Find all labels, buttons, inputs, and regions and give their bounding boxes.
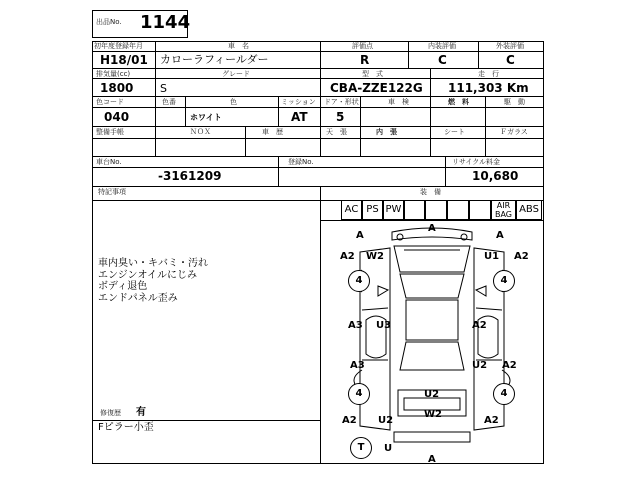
inspection-label: 車 検: [388, 98, 409, 106]
note-line: 車内臭い・キバミ・汚れ: [98, 258, 208, 269]
spare-tire: T: [350, 437, 372, 459]
registration-label: 登録No.: [288, 158, 314, 166]
dmg-front-bumper: A: [428, 223, 436, 234]
recycle-label: リサイクル料金: [452, 158, 501, 166]
dmg-rear-left: A2: [342, 415, 357, 426]
dmg-u1: U1: [484, 251, 500, 262]
inner-panel-label: 内 張: [376, 128, 397, 136]
tire-rear-right: 4: [493, 383, 515, 405]
equip-empty-2: [425, 200, 447, 220]
mission-value: AT: [291, 110, 308, 124]
color-no-label: 色番: [162, 98, 176, 106]
chassis-value: -3161209: [158, 169, 222, 183]
notes-label: 特記事項: [98, 188, 126, 196]
equip-empty-4: [469, 200, 491, 220]
dmg-rear-right: A2: [484, 415, 499, 426]
score-value: R: [360, 53, 370, 67]
dmg-rear-a: A: [428, 454, 436, 465]
dmg-door-left-a3: A3: [348, 320, 363, 331]
displacement-label: 排気量(cc): [96, 70, 131, 78]
dmg-front-w2: W2: [366, 251, 384, 262]
year-value: H18/01: [100, 53, 148, 67]
lot-number: 1144: [140, 12, 191, 33]
model-value: CBA-ZZE122G: [330, 81, 423, 95]
dmg-rear-door-right-u2: U2: [472, 360, 488, 371]
dmg-fender-right: A2: [514, 251, 529, 262]
history-label: 車 歴: [262, 128, 283, 136]
dmg-door-right-a2: A2: [472, 320, 487, 331]
tire-rear-left: 4: [348, 383, 370, 405]
fglass-label: Ｆガラス: [500, 128, 528, 136]
equip-ps: PS: [362, 200, 383, 220]
dmg-front-left: A: [356, 230, 364, 241]
mileage-value: 111,303 Km: [448, 81, 529, 95]
repair-label: 修復歴: [100, 409, 121, 417]
dmg-front-right: A: [496, 230, 504, 241]
dmg-quarter-left-a3: A3: [350, 360, 365, 371]
dmg-fender-left: A2: [340, 251, 355, 262]
recycle-value: 10,680: [472, 169, 519, 183]
manual-label: 整備手帳: [96, 128, 124, 136]
dmg-roof-u2: U2: [424, 389, 440, 400]
grade-label: グレード: [222, 70, 250, 78]
mission-label: ミッション: [281, 98, 316, 106]
tire-front-right: 4: [493, 270, 515, 292]
interior-score-value: C: [438, 53, 447, 67]
doors-label: ドア・形状: [324, 98, 359, 106]
equip-airbag: [491, 200, 516, 220]
equip-pw: PW: [383, 200, 404, 220]
dmg-rear-u: U: [384, 443, 393, 454]
notes-list: [98, 258, 208, 304]
fuel-label: 燃 料: [448, 98, 469, 106]
repair-value: 有: [136, 407, 146, 418]
name-value: カローラフィールダー: [160, 53, 269, 66]
equip-abs: ABS: [516, 200, 542, 220]
score-label: 評価点: [352, 42, 373, 50]
equip-empty-3: [447, 200, 469, 220]
dmg-rear-glass-w2: W2: [424, 409, 442, 420]
note-line: エンジンオイルにじみ: [98, 269, 197, 281]
dmg-rear-door-right-a2: A2: [502, 360, 517, 371]
model-label: 型 式: [362, 70, 383, 78]
exterior-score-label: 外装評価: [496, 42, 524, 50]
equip-empty-1: [404, 200, 425, 220]
year-label: 初年度登録年月: [94, 42, 143, 50]
nox-label: ＮＯＸ: [190, 128, 211, 136]
chassis-label: 車台No.: [96, 158, 122, 166]
tire-front-left: 4: [348, 270, 370, 292]
doors-value: 5: [336, 110, 345, 124]
displacement-value: 1800: [100, 81, 134, 95]
color-code-label: 色コード: [96, 98, 124, 106]
dmg-rear-u2: U2: [378, 415, 394, 426]
color-label: 色: [230, 98, 237, 106]
roof-label: 天 張: [326, 128, 347, 136]
equipment-label: 装 備: [420, 188, 441, 196]
color-value: ホワイト: [190, 113, 222, 122]
interior-score-label: 内装評価: [428, 42, 456, 50]
grade-value: S: [160, 82, 167, 95]
color-code-value: 040: [104, 110, 130, 124]
repair-note: Fピラー小歪: [98, 422, 154, 433]
airbag-label: AIR BAG: [494, 201, 513, 219]
seat-label: シート: [444, 128, 465, 136]
mileage-label: 走 行: [478, 70, 499, 78]
name-label: 車 名: [228, 42, 249, 50]
drive-label: 駆 動: [504, 98, 525, 106]
exterior-score-value: C: [506, 53, 515, 67]
note-line: エンドパネル歪み: [98, 292, 178, 304]
equip-ac: AC: [341, 200, 362, 220]
lot-label: 出品No.: [96, 18, 122, 26]
note-line: ボディ退色: [98, 281, 148, 292]
dmg-door-left-u3: U3: [376, 320, 392, 331]
